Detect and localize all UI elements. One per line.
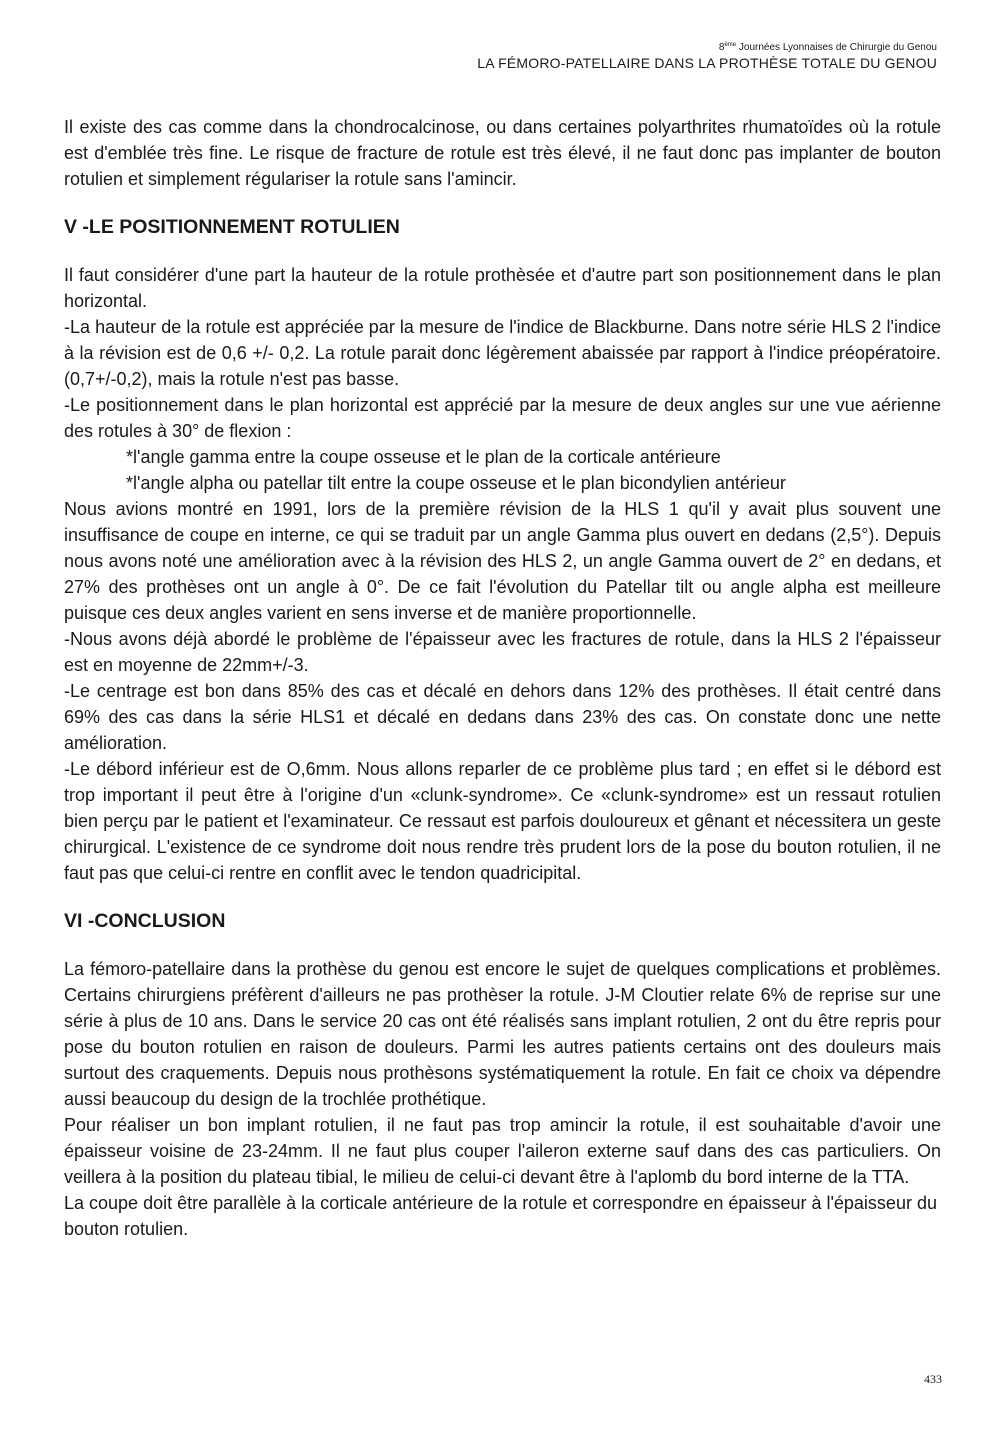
page-number: 433 xyxy=(924,1372,942,1386)
section-v-paragraph-4: Nous avions montré en 1991, lors de la première révision de la HLS 1 qu'il y avait plus souvent une insuffisance de coupe en interne, ce qui se traduit par un angle Gamma plus ouvert en dedans (2,5°). Depuis nous avons noté une amélioration avec à la révision des HLS 2, un angle Gamma ouvert de 2° en dedans, et 27% des prothèses ont un angle à 0°. De ce fait l'évolution du Patellar tilt ou angle alpha est meilleure puisque ces deux angles varient en sens inverse et de manière proportionnelle. xyxy=(64,499,941,623)
section-v-paragraph-1: Il faut considérer d'une part la hauteur de la rotule prothèsée et d'autre part son positionnement dans le plan horizontal. xyxy=(64,265,941,311)
section-vi-paragraph-3: La coupe doit être parallèle à la corticale antérieure de la rotule et correspondre en épaisseur à l'épaisseur du bouton rotulien. xyxy=(64,1193,937,1239)
header-conference-name: Journées Lyonnaises de Chirurgie du Genou xyxy=(736,42,937,53)
header-section-title: LA FÉMORO-PATELLAIRE DANS LA PROTHÈSE TOTALE DU GENOU xyxy=(477,55,937,71)
header-edition-suffix: ème xyxy=(724,42,737,48)
section-v-paragraph-7: -Le débord inférieur est de O,6mm. Nous allons reparler de ce problème plus tard ; en effet si le débord est trop important il peut être à l'origine d'un «clunk-syndrome». Ce «clunk-syndrome» est un ressaut rotulien bien perçu par le patient et l'examinateur. Ce ressaut est parfois douloureux et gênant et nécessitera un geste chirurgical. L'existence de ce syndrome doit nous rendre très prudent lors de la pose du bouton rotulien, il ne faut pas que celui-ci rentre en conflit avec le tendon quadricipital. xyxy=(64,759,941,883)
section-v-paragraph-6: -Le centrage est bon dans 85% des cas et décalé en dehors dans 12% des prothèses. Il était centré dans 69% des cas dans la série HLS1 et décalé en dedans dans 23% des cas. On constate donc une nette amélioration. xyxy=(64,681,941,753)
section-vi-heading: VI -CONCLUSION xyxy=(64,910,226,932)
section-v-paragraph-2: -La hauteur de la rotule est appréciée par la mesure de l'indice de Blackburne. Dans notre série HLS 2 l'indice à la révision est de 0,6 +/- 0,2. La rotule parait donc légèrement abaissée par rapport à l'indice préopératoire. (0,7+/-0,2), mais la rotule n'est pas basse. xyxy=(64,317,941,389)
intro-paragraph: Il existe des cas comme dans la chondrocalcinose, ou dans certaines polyarthrites rhumatoïdes où la rotule est d'emblée très fine. Le risque de fracture de rotule est très élevé, il ne faut donc pas implanter de bouton rotulien et simplement régulariser la rotule sans l'amincir. xyxy=(64,117,941,189)
section-v-heading: V -LE POSITIONNEMENT ROTULIEN xyxy=(64,216,400,238)
header-edition-number: 8 xyxy=(718,42,725,53)
section-v-paragraph-5: -Nous avons déjà abordé le problème de l'épaisseur avec les fractures de rotule, dans la HLS 2 l'épaisseur est en moyenne de 22mm+/-3. xyxy=(64,629,941,675)
running-header xyxy=(477,38,937,72)
header-conference-line xyxy=(477,38,937,55)
section-vi-paragraph-2: Pour réaliser un bon implant rotulien, il ne faut pas trop amincir la rotule, il est souhaitable d'avoir une épaisseur voisine de 23-24mm. Il ne faut plus couper l'aileron externe sauf dans des cas particuliers. On veillera à la position du plateau tibial, le milieu de celui-ci devant être à l'aplomb du bord interne de la TTA. xyxy=(64,1115,941,1187)
page-body xyxy=(64,114,941,1242)
section-v-bullet-alpha: *l'angle alpha ou patellar tilt entre la coupe osseuse et le plan bicondylien antérieur xyxy=(126,473,786,493)
section-v-paragraph-3: -Le positionnement dans le plan horizontal est apprécié par la mesure de deux angles sur une vue aérienne des rotules à 30° de flexion : xyxy=(64,395,941,441)
section-v-bullet-gamma: *l'angle gamma entre la coupe osseuse et le plan de la corticale antérieure xyxy=(126,447,721,467)
section-vi-paragraph-1: La fémoro-patellaire dans la prothèse du genou est encore le sujet de quelques complications et problèmes. Certains chirurgiens préfèrent d'ailleurs ne pas prothèser la rotule. J-M Cloutier relate 6% de reprise sur une série à plus de 10 ans. Dans le service 20 cas ont été réalisés sans implant rotulien, 2 ont du être repris pour pose du bouton rotulien en raison de douleurs. Parmi les autres patients certains ont des douleurs mais surtout des craquements. Depuis nous prothèsons systématiquement la rotule. En fait ce choix va dépendre aussi beaucoup du design de la trochlée prothétique. xyxy=(64,959,941,1109)
